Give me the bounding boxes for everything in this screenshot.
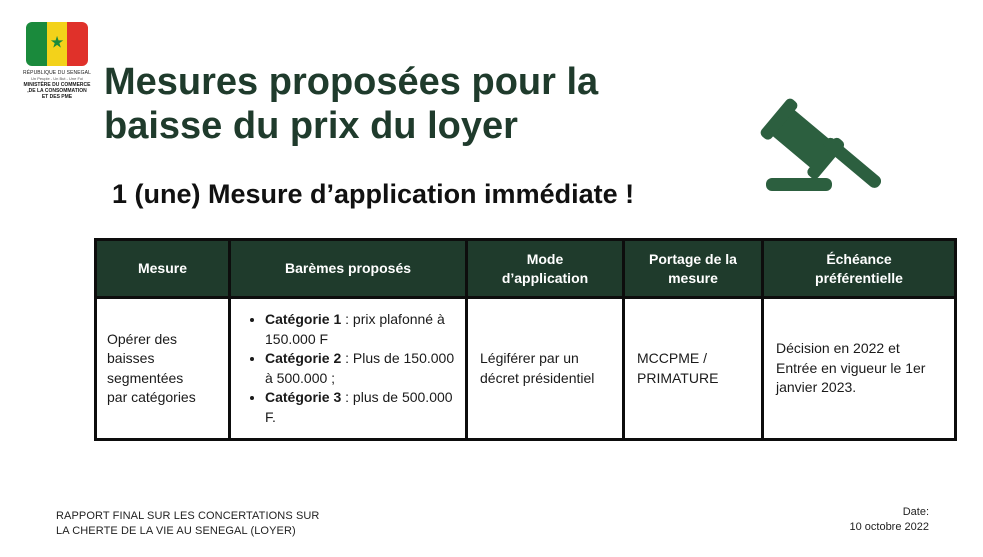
category-1: • Catégorie 1 : prix plafonné à 150.000 F xyxy=(265,310,455,349)
page-title xyxy=(104,60,744,148)
report-line-2: LA CHERTE DE LA VIE AU SENEGAL (LOYER) xyxy=(56,525,296,537)
measures-table xyxy=(94,238,957,441)
header-echeance: Échéance préférentielle xyxy=(763,240,956,298)
ministry-line-2: ,DE LA CONSOMMATION xyxy=(27,88,87,94)
report-footer xyxy=(56,509,376,539)
categories-list xyxy=(241,310,455,427)
cell-mesure: Opérer des baisses segmentées par catégories xyxy=(96,298,230,440)
gavel-icon xyxy=(758,98,888,198)
date-value: 10 octobre 2022 xyxy=(849,521,929,533)
ministry-line-1: MINISTÈRE DU COMMERCE xyxy=(23,82,91,88)
header-mode: Mode d’application xyxy=(467,240,624,298)
cell-baremes xyxy=(230,298,467,440)
header-baremes: Barèmes proposés xyxy=(230,240,467,298)
ministry-logo xyxy=(14,22,100,100)
senegal-flag-icon: ★ xyxy=(26,22,88,66)
header-portage: Portage de la mesure xyxy=(624,240,763,298)
title-line-1: Mesures proposées pour la xyxy=(104,61,599,103)
table-header-row xyxy=(96,240,956,298)
page-subtitle: 1 (une) Mesure d’application immédiate ! xyxy=(112,179,635,209)
header-mesure: Mesure xyxy=(96,240,230,298)
category-3: • Catégorie 3 : plus de 500.000 F. xyxy=(265,388,455,427)
ministry-line-3: ET DES PME xyxy=(41,94,73,100)
republic-label: RÉPUBLIQUE DU SENEGAL xyxy=(23,70,91,76)
date-footer xyxy=(789,505,929,535)
title-line-2: baisse du prix du loyer xyxy=(104,105,518,147)
table-row xyxy=(96,298,956,440)
cell-mode: Légiférer par un décret présidentiel xyxy=(467,298,624,440)
report-line-1: RAPPORT FINAL SUR LES CONCERTATIONS SUR xyxy=(56,510,320,522)
cell-echeance: Décision en 2022 et Entrée en vigueur le 1er janvier 2023. xyxy=(763,298,956,440)
date-label: Date: xyxy=(902,506,929,518)
motto-label: Un Peuple - Un But - Une Foi xyxy=(30,76,84,81)
cell-portage: MCCPME / PRIMATURE xyxy=(624,298,763,440)
category-2: • Catégorie 2 : Plus de 150.000 à 500.000 ; xyxy=(265,349,455,388)
